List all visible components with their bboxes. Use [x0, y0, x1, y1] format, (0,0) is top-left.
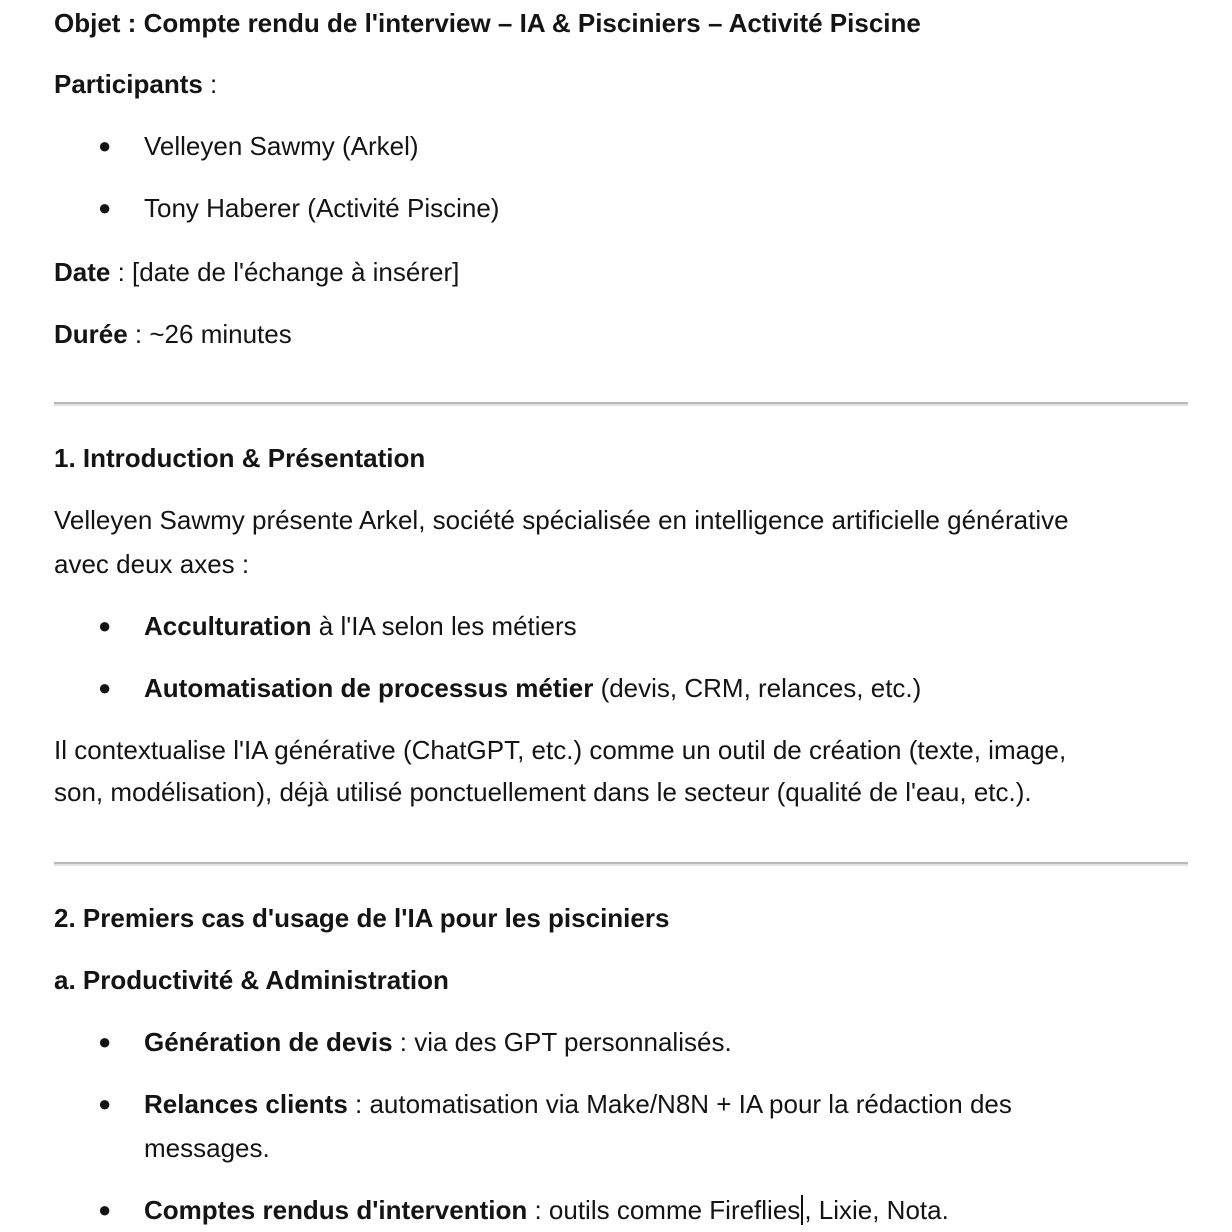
subject-line: [54, 1, 921, 45]
bullet-text: (devis, CRM, relances, etc.): [593, 673, 922, 703]
bullet-bold: Génération de devis: [144, 1027, 393, 1057]
horizontal-rule: [54, 402, 1188, 406]
section-2-bullet: [144, 1188, 949, 1232]
section-2-title: 2. Premiers cas d'usage de l'IA pour les pisciniers: [54, 903, 670, 933]
section-2-bullet: [144, 1020, 732, 1064]
section-1-bullet: [144, 666, 921, 710]
bullet-bold: Comptes rendus d'intervention: [144, 1195, 528, 1225]
bullet-text-after-cursor: , Lixie, Nota.: [804, 1195, 949, 1225]
subject-label: Objet :: [54, 8, 137, 38]
bullet-bold: Acculturation: [144, 611, 312, 641]
bullet-dot: ●: [98, 1029, 112, 1054]
subject-text: Compte rendu de l'interview – IA & Pisciniers – Activité Piscine: [136, 8, 921, 38]
duration-label: Durée: [54, 319, 128, 349]
section-2-bullet-continuation: messages.: [144, 1133, 270, 1163]
bullet-bold: Automatisation de processus métier: [144, 673, 594, 703]
section-1-outro-line-2: son, modélisation), déjà utilisé ponctuellement dans le secteur (qualité de l'eau, etc.).: [54, 777, 1032, 807]
section-1-intro-line-1: Velleyen Sawmy présente Arkel, société spécialisée en intelligence artificielle générative: [54, 505, 1069, 535]
participant-item: Velleyen Sawmy (Arkel): [144, 131, 419, 161]
bullet-dot: ●: [98, 195, 112, 220]
bullet-text: : via des GPT personnalisés.: [392, 1027, 732, 1057]
bullet-bold: Relances clients: [144, 1089, 348, 1119]
participants-suffix: :: [202, 69, 218, 99]
duration-line: [54, 312, 292, 356]
bullet-dot: ●: [98, 1091, 112, 1116]
participant-item: Tony Haberer (Activité Piscine): [144, 193, 500, 223]
date-label: Date: [54, 257, 111, 287]
bullet-text: : automatisation via Make/N8N + IA pour la rédaction des: [347, 1089, 1012, 1119]
participants-line: [54, 62, 217, 106]
horizontal-rule: [54, 862, 1188, 866]
bullet-dot: ●: [98, 133, 112, 158]
date-value: : [date de l'échange à insérer]: [110, 257, 460, 287]
section-1-title: 1. Introduction & Présentation: [54, 443, 426, 473]
section-1-bullet: [144, 604, 577, 648]
date-line: [54, 250, 459, 294]
participants-label: Participants: [54, 69, 203, 99]
section-1-intro-line-2: avec deux axes :: [54, 549, 250, 579]
section-1-outro-line-1: Il contextualise l'IA générative (ChatGPT, etc.) comme un outil de création (texte, image,: [54, 735, 1067, 765]
duration-value: : ~26 minutes: [127, 319, 292, 349]
section-2-subtitle: a. Productivité & Administration: [54, 965, 449, 995]
bullet-dot: ●: [98, 613, 112, 638]
bullet-text: : outils comme Fireflies: [527, 1195, 801, 1225]
bullet-text: à l'IA selon les métiers: [311, 611, 577, 641]
bullet-dot: ●: [98, 1197, 112, 1222]
section-2-bullet: [144, 1082, 1012, 1126]
text-cursor: [801, 1195, 803, 1225]
bullet-dot: ●: [98, 675, 112, 700]
